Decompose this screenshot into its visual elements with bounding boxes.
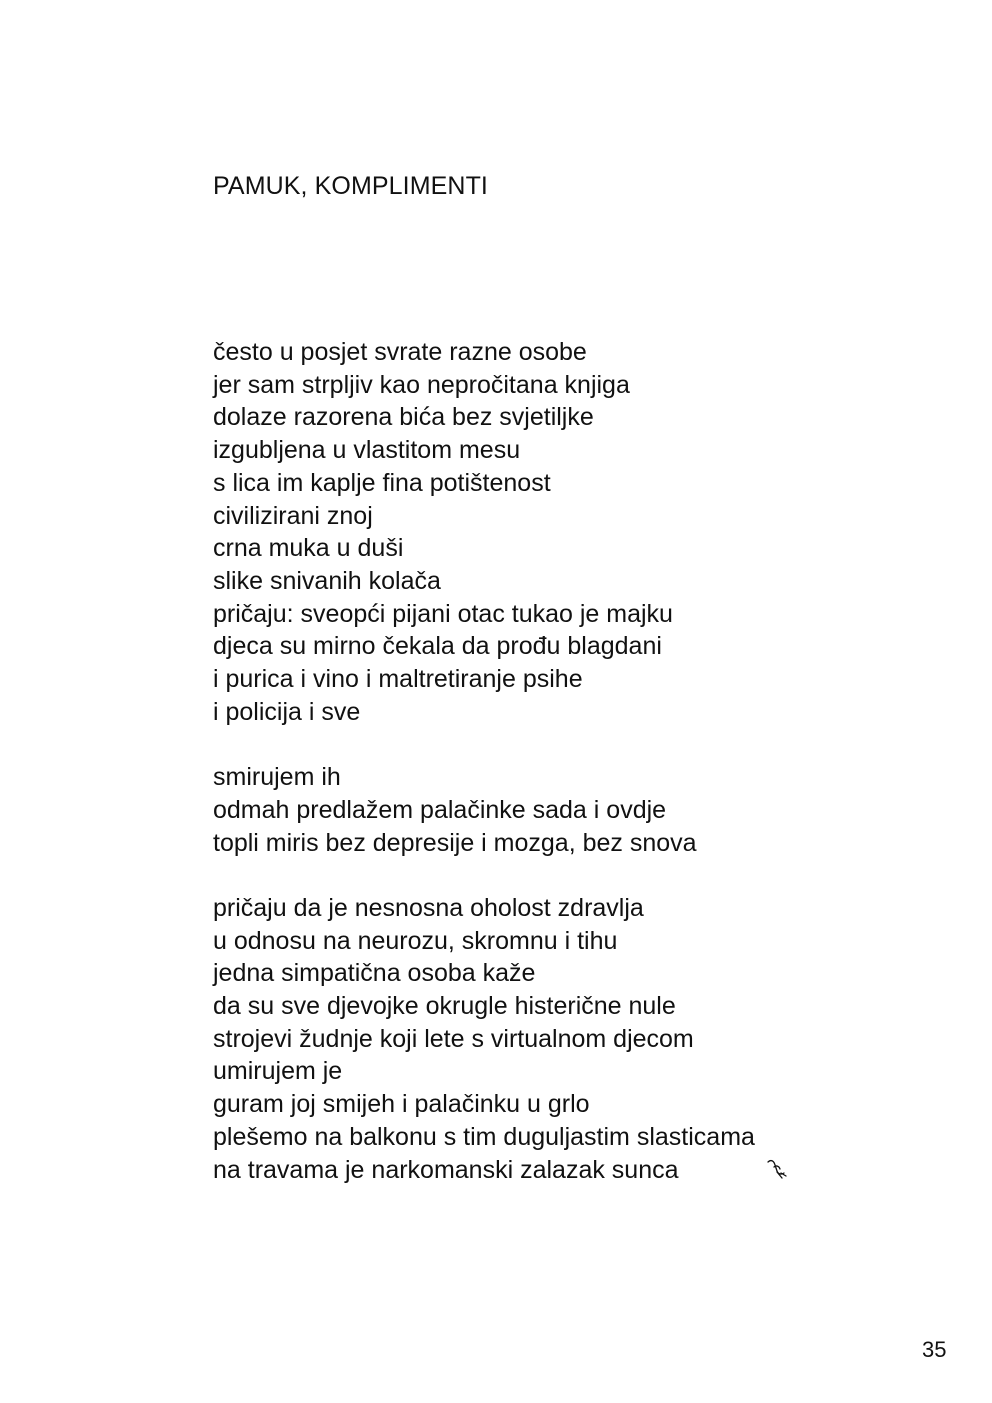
stanza-1 (213, 336, 853, 728)
poem-line: često u posjet svrate razne osobe (213, 338, 587, 366)
page-number: 35 (922, 1337, 947, 1362)
poem-line: na travama je narkomanski zalazak sunca (213, 1155, 679, 1184)
poem-line: slike snivanih kolača (213, 566, 441, 595)
poem-line: crna muka u duši (213, 534, 404, 563)
poem-line: pričaju da je nesnosna oholost zdravlja (213, 893, 644, 922)
poem-line: umirujem je (213, 1057, 343, 1086)
poem-line: djeca su mirno čekala da prođu blagdani (213, 632, 662, 661)
poem-line: odmah predlažem palačinke sada i ovdje (213, 795, 667, 824)
stanza-2 (213, 761, 853, 859)
stanza-gap (213, 859, 853, 892)
poem-body (213, 336, 853, 1186)
poem-line: jer sam strpljiv kao nepročitana knjiga (213, 370, 630, 399)
poem-line: plešemo na balkonu s tim duguljastim slasticama (213, 1122, 755, 1151)
poem-line: s lica im kaplje fina potištenost (213, 468, 551, 497)
poem-line: guram joj smijeh i palačinku u grlo (213, 1090, 590, 1119)
poem-line: jedna simpatična osoba kaže (213, 959, 536, 988)
poem-line: pričaju: sveopći pijani otac tukao je majku (213, 599, 673, 628)
poem-line: i purica i vino i maltretiranje psihe (213, 665, 583, 694)
poem-line: strojevi žudnje koji lete s virtualnom djecom (213, 1024, 694, 1053)
poem-line: civilizirani znoj (213, 501, 373, 530)
poem-line: dolaze razorena bića bez svjetiljke (213, 403, 594, 432)
stanza-gap (213, 728, 853, 761)
stanza-3 (213, 892, 853, 1186)
poem-line: u odnosu na neurozu, skromnu i tihu (213, 926, 618, 955)
poem-title: PAMUK, KOMPLIMENTI (213, 172, 488, 200)
poem-line: izgubljena u vlastitom mesu (213, 436, 521, 465)
hand-drawn-scribble-icon (764, 1156, 790, 1182)
poem-line: topli miris bez depresije i mozga, bez snova (213, 828, 697, 857)
poem-line: i policija i sve (213, 697, 361, 726)
poem-line: smirujem ih (213, 763, 341, 792)
poem-line: da su sve djevojke okrugle histerične nule (213, 992, 676, 1021)
